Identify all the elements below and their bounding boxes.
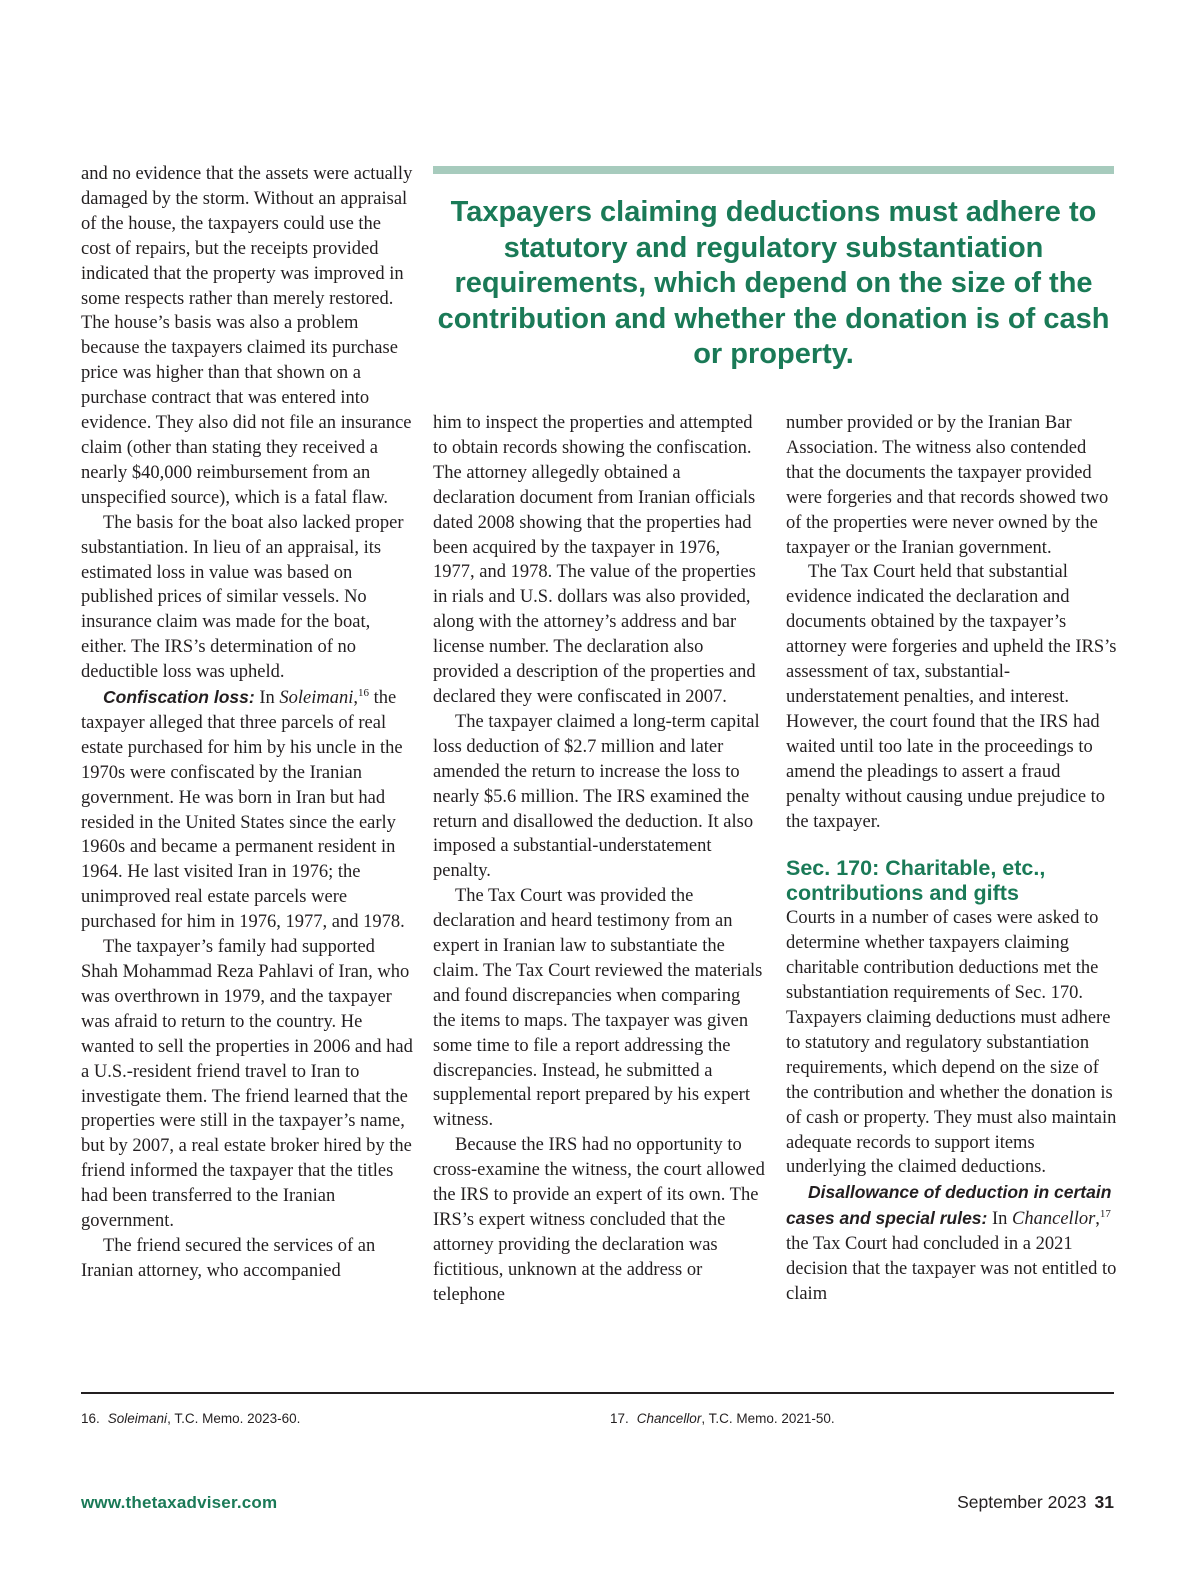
case-name: Soleimani (107, 1411, 168, 1426)
run-in-heading: Disallowance of deduction in certain cases and special rules: (786, 1182, 1112, 1229)
paragraph: Courts in a number of cases were asked to determine whether taxpayers claiming charitable contribution deductions met the substantiation requirements of Sec. 170. Taxpayers claiming deductions must adhere to statutory and regulatory substantiation requirements, which depend on the size of the contribution and whether the donation is of cash or property. They must also maintain adequate records to support items underlying the claimed deductions. (786, 908, 1117, 1178)
footnote-rule (81, 1392, 1114, 1394)
paragraph-disallowance (786, 1180, 1118, 1307)
page-number: 31 (1094, 1492, 1114, 1512)
text-column-3 (786, 411, 1118, 1307)
text-span: In (259, 688, 275, 709)
text-span: the taxpayer alleged that three parcels of real estate purchased for him by his uncle in the 1970s were confiscated by the Iranian government. He was born in Iran but had resided in the United States since the early 1960s and became a permanent resident in 1964. He last visited Iran in 1976; the unimproved real estate parcels were purchased for him in 1976, 1977, and 1978. (81, 688, 405, 933)
footer-url[interactable]: www.thetaxadviser.com (81, 1493, 278, 1512)
case-name: Chancellor (636, 1411, 702, 1426)
paragraph: Because the IRS had no opportunity to cross-examine the witness, the court allowed the IRS to provide an expert of its own. The IRS’s expert witness concluded that the attorney providing the declaration was fictitious, unknown at the address or telephone (433, 1135, 765, 1305)
paragraph: The Tax Court held that substantial evidence indicated the declaration and documents obtained by the taxpayer’s attorney were forgeries and upheld the IRS’s assessment of tax, substantial-understatement penalties, and interest. However, the court found that the IRS had waited until too late in the proceedings to amend the pleadings to assert a fraud penalty without causing undue prejudice to the taxpayer. (786, 562, 1117, 832)
paragraph: and no evidence that the assets were actually damaged by the storm. Without an appraisal of the house, the taxpayers could use the cost of repairs, but the receipts provided indicated that the property was improved in some respects rather than merely restored. The house’s basis was also a problem because the taxpayers claimed its purchase price was higher than that shown on a purchase contract that was entered into evidence. They also did not file an insurance claim (other than stating they received a nearly $40,000 reimbursement from an unspecified source), which is a fatal flaw. (81, 164, 413, 508)
pull-quote-rule (433, 166, 1114, 174)
footnote-citation: , T.C. Memo. 2023-60. (167, 1411, 301, 1426)
footnote-17 (610, 1410, 835, 1427)
footer-folio (957, 1492, 1114, 1513)
paragraph: The Tax Court was provided the declaration and heard testimony from an expert in Iranian law to substantiate the claim. The Tax Court reviewed the materials and found discrepancies when comparing the items to maps. The taxpayer was given some time to file a report addressing the discrepancies. Instead, he submitted a supplemental report prepared by his expert witness. (433, 886, 763, 1131)
paragraph-confiscation-loss (81, 685, 413, 935)
footnote-ref: 16 (357, 687, 369, 700)
run-in-heading: Confiscation loss: (103, 687, 255, 708)
paragraph: The friend secured the services of an Iranian attorney, who accompanied (81, 1235, 376, 1281)
footnote-number: 16. (81, 1411, 100, 1426)
heading-line: contributions and gifts (786, 881, 1019, 906)
paragraph: number provided or by the Iranian Bar Association. The witness also contended that the documents the taxpayer provided were forgeries and that records showed two of the properties were never owned by the taxpayer or the Iranian government. (786, 413, 1109, 558)
footnote-16 (81, 1410, 300, 1427)
issue-date: September 2023 (957, 1492, 1087, 1512)
footnote-number: 17. (610, 1411, 629, 1426)
case-name: Chancellor (1012, 1209, 1096, 1230)
text-column-1 (81, 162, 413, 1284)
text-span: , (353, 688, 358, 709)
case-name: Soleimani (279, 688, 354, 709)
pull-quote: Taxpayers claiming deductions must adhere to statutory and regulatory substantiation requirements, which depend on the size of the contribution and whether the donation is of cash or property. (437, 196, 1110, 370)
paragraph: The taxpayer’s family had supported Shah Mohammad Reza Pahlavi of Iran, who was overthrown in 1979, and the taxpayer was afraid to return to the country. He wanted to sell the properties in 2006 and had a U.S.-resident friend travel to Iran to investigate them. The friend learned that the properties were still in the taxpayer’s name, but by 2007, a real estate broker hired by the friend informed the taxpayer that the titles had been transferred to the Iranian government. (81, 937, 413, 1232)
text-span: , (1095, 1209, 1100, 1230)
text-span: the Tax Court had concluded in a 2021 decision that the taxpayer was not entitled to claim (786, 1234, 1117, 1304)
footnote-ref: 17 (1099, 1208, 1111, 1221)
footnote-citation: , T.C. Memo. 2021-50. (701, 1411, 835, 1426)
paragraph: The taxpayer claimed a long-term capital loss deduction of $2.7 million and later amended the return to increase the loss to nearly $5.6 million. The IRS examined the return and disallowed the deduction. It also imposed a substantial-understatement penalty. (433, 711, 760, 882)
paragraph: The basis for the boat also lacked proper substantiation. In lieu of an appraisal, its estimated loss in value was based on published prices of similar vessels. No insurance claim was made for the boat, either. The IRS’s determination of no deductible loss was upheld. (81, 512, 404, 683)
text-column-2 (433, 411, 765, 1308)
section-heading (786, 856, 1118, 906)
paragraph: him to inspect the properties and attempted to obtain records showing the confiscation. The attorney allegedly obtained a declaration document from Iranian officials dated 2008 showing that the properties had been acquired by the taxpayer in 1976, 1977, and 1978. The value of the properties in rials and U.S. dollars was also provided, along with the attorney’s address and bar license number. The declaration also provided a description of the properties and declared they were confiscated in 2007. (433, 413, 756, 707)
heading-line: Sec. 170: Charitable, etc., (786, 856, 1046, 881)
text-span: In (992, 1209, 1008, 1230)
